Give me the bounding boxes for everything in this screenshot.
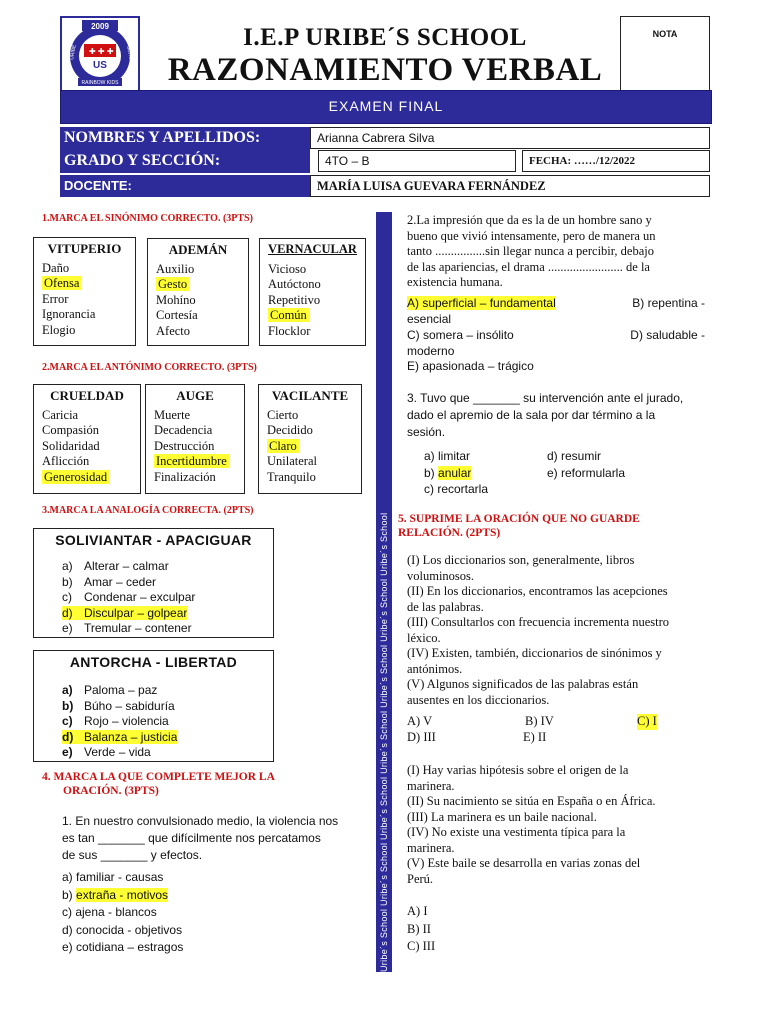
answer-option[interactable]: A) I: [407, 904, 428, 918]
answer-option[interactable]: B) repentina -: [632, 296, 705, 310]
answer-option[interactable]: B) II: [407, 921, 431, 936]
word-option-selected[interactable]: Generosidad: [44, 469, 108, 484]
answer-option[interactable]: c) ajena - blancos: [62, 905, 157, 919]
answer-option-cont: moderno: [407, 343, 455, 358]
word-option[interactable]: Flocklor: [268, 323, 311, 338]
word-option[interactable]: Tranquilo: [267, 469, 316, 484]
exam-banner: [60, 90, 712, 124]
q2-heading: 2.MARCA EL ANTÓNIMO CORRECTO. (3PTS): [42, 362, 257, 373]
answer-option-selected[interactable]: C) I: [637, 714, 657, 728]
word-option[interactable]: Afecto: [156, 323, 191, 338]
q2-box-2: [145, 384, 245, 494]
q1-heading: 1.MARCA EL SINÓNIMO CORRECTO. (3PTS): [42, 213, 253, 224]
answer-option[interactable]: a) familiar - causas: [62, 870, 164, 884]
analogy-1-options: [62, 559, 195, 637]
answer-option[interactable]: d) resumir: [547, 449, 602, 463]
q1-box-2: [147, 238, 249, 346]
q1-box-1: [33, 237, 136, 346]
q2-box-3-title: VACILANTE: [271, 388, 349, 403]
word-option[interactable]: Ignorancia: [42, 307, 96, 321]
grade-box: [620, 16, 710, 92]
analogy-2-options: [62, 683, 177, 761]
analogy-option[interactable]: e) Tremular – contener: [62, 621, 192, 635]
grade-section-field[interactable]: 4TO – B: [318, 150, 516, 172]
word-option-selected[interactable]: Común: [270, 308, 307, 322]
answer-option[interactable]: c) recortarla: [424, 482, 489, 496]
school-logo: [60, 16, 140, 92]
q2-box-2-title: AUGE: [176, 388, 214, 403]
svg-text:✚ ✚ ✚: ✚ ✚ ✚: [89, 47, 114, 56]
q4-sentence-2: 2.La impresión que da es la de un hombre sano y bueno que vivió intensamente, pero de manera un tanto ................sin llegar nunca a percibir, debajo de las apariencias, el drama ........................ de la existencia humana.: [407, 213, 656, 289]
answer-option[interactable]: e) reformularla: [547, 465, 626, 480]
q5-options-1: [407, 714, 705, 746]
word-option[interactable]: Vicioso: [268, 261, 307, 276]
word-option[interactable]: Cortesía: [156, 308, 198, 322]
word-option[interactable]: Mohíno: [156, 292, 196, 307]
q4-options-3: [424, 448, 704, 498]
word-option[interactable]: Cierto: [267, 407, 299, 422]
q1-box-1-title: VITUPERIO: [47, 241, 122, 256]
answer-option-selected[interactable]: A) superficial – fundamental: [407, 296, 556, 310]
answer-option[interactable]: D) III: [407, 730, 436, 744]
word-option[interactable]: Finalización: [154, 469, 216, 484]
q4-options-2: [407, 296, 705, 375]
word-option-selected[interactable]: Gesto: [158, 277, 188, 291]
word-option[interactable]: Decidido: [267, 423, 313, 437]
answer-option[interactable]: D) saludable -: [630, 327, 705, 342]
analogy-option-selected[interactable]: d) Balanza – justicia: [62, 729, 178, 744]
analogy-box-1: [33, 528, 274, 638]
q4-sentence-3: 3. Tuvo que _______ su intervención ante el jurado, dado el apremio de la sala por dar término a la sesión.: [407, 391, 684, 439]
analogy-option[interactable]: b) Búho – sabiduría: [62, 698, 175, 713]
analogy-1-title: SOLIVIANTAR - APACIGUAR: [55, 532, 252, 548]
logo-initials: US: [93, 60, 107, 71]
answer-option[interactable]: E) apasionada – trágico: [407, 359, 534, 373]
logo-ring-left: URIBE: [69, 44, 78, 61]
teacher-field: MARÍA LUISA GUEVARA FERNÁNDEZ: [310, 175, 710, 197]
analogy-2-title: ANTORCHA - LIBERTAD: [69, 654, 238, 670]
q4-sentence-1: 1. En nuestro convulsionado medio, la violencia nos es tan _______ que difícilmente nos percatamos de sus _______ y efectos.: [62, 814, 339, 862]
word-option[interactable]: Auxilio: [156, 261, 195, 276]
logo-ring-right: SCHOOL: [125, 45, 135, 68]
subject-title: RAZONAMIENTO VERBAL: [167, 52, 603, 88]
q1-box-3: [259, 238, 366, 346]
answer-option-cont: esencial: [407, 312, 452, 326]
q1-box-2-title: ADEMÁN: [168, 242, 228, 257]
word-option[interactable]: Aflicción: [42, 454, 90, 468]
analogy-option[interactable]: a) Alterar – calmar: [62, 559, 169, 573]
q1-box-3-title: VERNACULAR: [268, 242, 357, 256]
q5-set-1: (I) Los diccionarios son, generalmente, libros voluminosos. (II) En los diccionarios, encontramos las acepciones de las palabras. (III) Consultarlos con frecuencia incrementa nuestro léxico. (IV) Existen, también, diccionarios de sinónimos y antónimos. (V) Algunos significados de las palabras están ausentes en los diccionarios.: [407, 553, 670, 707]
word-option-selected[interactable]: Claro: [269, 438, 297, 453]
word-option[interactable]: Elogio: [42, 322, 76, 337]
q5-heading: 5. SUPRIME LA ORACIÓN QUE NO GUARDE RELACIÓN. (2PTS): [398, 513, 640, 539]
answer-option[interactable]: a) limitar: [424, 449, 471, 463]
analogy-option[interactable]: e) Verde – vida: [62, 745, 151, 759]
answer-option-selected[interactable]: b) anular: [424, 465, 472, 480]
sidebar-divider: [376, 212, 392, 972]
word-option[interactable]: Autóctono: [268, 277, 321, 291]
q2-box-1: [33, 384, 141, 494]
q5-options-2: [407, 903, 435, 956]
word-option[interactable]: Muerte: [154, 407, 191, 422]
word-option[interactable]: Solidaridad: [42, 438, 100, 453]
name-field[interactable]: Arianna Cabrera Silva: [310, 127, 710, 149]
logo-year: 2009: [91, 22, 109, 31]
analogy-option[interactable]: c) Condenar – exculpar: [62, 590, 196, 604]
answer-option-selected[interactable]: b) extraña - motivos: [62, 887, 169, 902]
q5-set-2: (I) Hay varias hipótesis sobre el origen de la marinera. (II) Su nacimiento se sitúa en España o en África. (III) La marinera es un baile nacional. (IV) No existe una vestimenta típica para la marinera. (V) Este baile se desarrolla en varias zonas del Perú.: [407, 763, 656, 886]
word-option[interactable]: Caricia: [42, 407, 79, 422]
exam-title: EXAMEN FINAL: [328, 98, 444, 114]
word-option[interactable]: Daño: [42, 260, 70, 275]
word-option-selected[interactable]: Ofensa: [44, 276, 80, 290]
analogy-box-2: [33, 650, 274, 762]
q4-heading: 4. MARCA LA QUE COMPLETE MEJOR LA ORACIÓN. (3PTS): [42, 771, 275, 797]
teacher-label: DOCENTE:: [60, 175, 310, 197]
analogy-option[interactable]: b) Amar – ceder: [62, 574, 157, 589]
answer-option[interactable]: C) III: [407, 939, 436, 953]
answer-option[interactable]: B) IV: [525, 714, 554, 728]
word-option[interactable]: Error: [42, 291, 69, 306]
q2-box-1-title: CRUELDAD: [50, 388, 124, 403]
word-option[interactable]: Decadencia: [154, 423, 213, 437]
grade-section-label: GRADO Y SECCIÓN:: [60, 149, 310, 173]
word-option[interactable]: Unilateral: [267, 454, 317, 468]
answer-option[interactable]: E) II: [523, 730, 547, 744]
answer-option[interactable]: A) V: [407, 714, 433, 728]
word-option[interactable]: Compasión: [42, 423, 99, 437]
answer-option[interactable]: e) cotidiana – estragos: [62, 940, 184, 954]
answer-option[interactable]: d) conocida - objetivos: [62, 922, 183, 937]
q4-options-1: [62, 869, 183, 957]
logo-ribbon: RAINBOW KIDS: [81, 80, 119, 86]
answer-option[interactable]: C) somera – insólito: [407, 327, 514, 342]
grade-label: NOTA: [652, 29, 678, 39]
q3-heading: 3.MARCA LA ANALOGÍA CORRECTA. (2PTS): [42, 505, 254, 516]
word-option[interactable]: Destrucción: [154, 438, 215, 453]
analogy-option[interactable]: a) Paloma – paz: [62, 683, 158, 697]
word-option-selected[interactable]: Incertidumbre: [156, 454, 227, 468]
word-option[interactable]: Repetitivo: [268, 292, 321, 307]
q2-box-3: [258, 384, 362, 494]
analogy-option-selected[interactable]: d) Disculpar – golpear: [62, 605, 188, 620]
analogy-option[interactable]: c) Rojo – violencia: [62, 714, 169, 728]
sidebar-text: Uribe´s School Uribe´s School Uribe´s School Uribe´s School Uribe´s School Uribe´s School Uribe´s School: [379, 512, 389, 972]
name-label: NOMBRES Y APELLIDOS:: [60, 127, 310, 149]
school-name: I.E.P URIBE´S SCHOOL: [243, 24, 527, 51]
date-field[interactable]: FECHA: ……/12/2022: [522, 150, 710, 172]
